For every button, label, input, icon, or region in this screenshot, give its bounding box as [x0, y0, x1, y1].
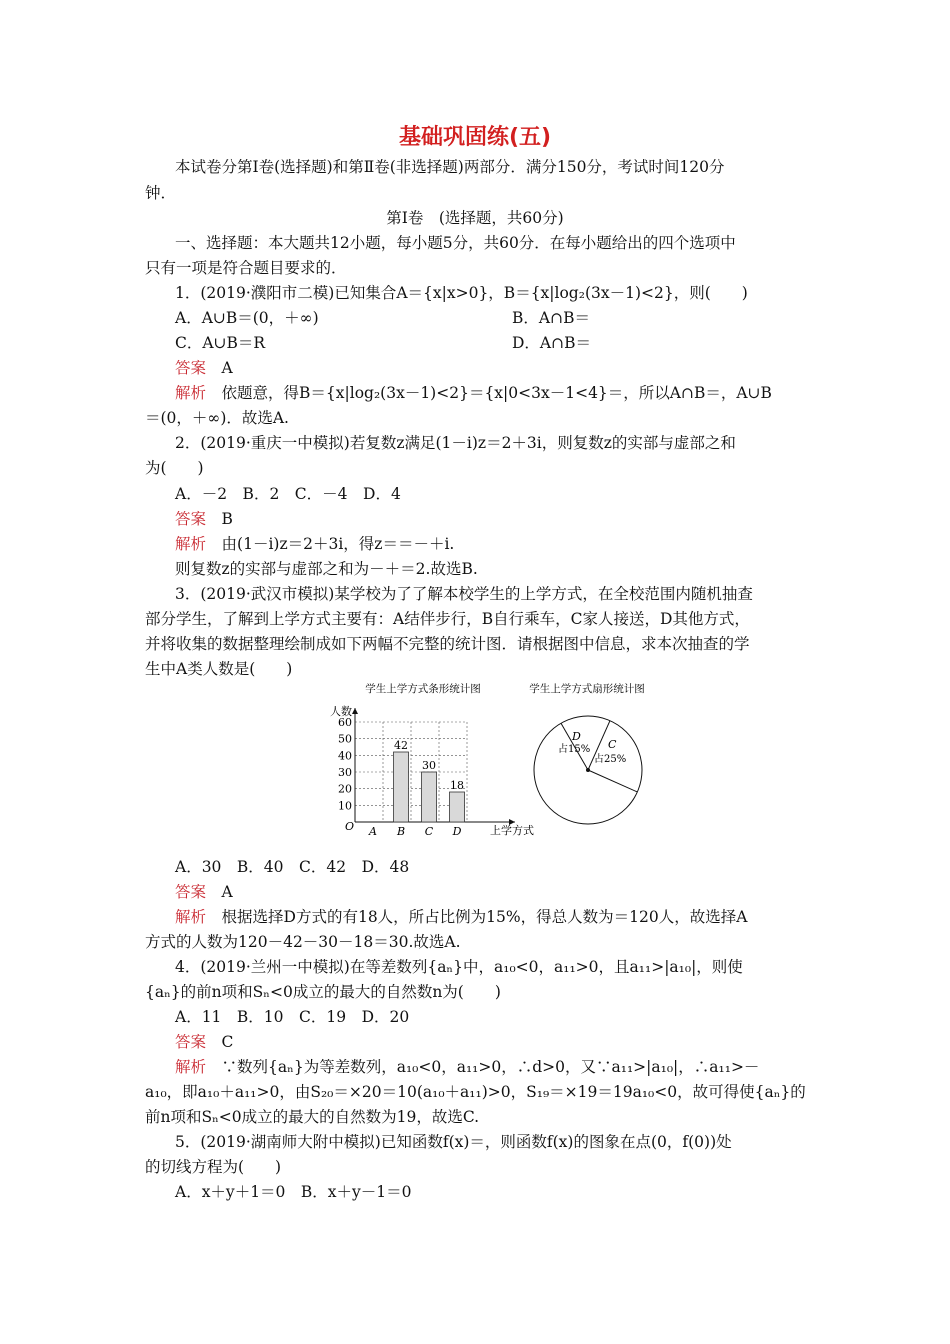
y-axis-arrow [352, 708, 358, 714]
q1-stem: 1．(2019·濮阳市二模)已知集合A＝{x|x>0}，B＝{x|log₂(3x－1)<2}，则( ) [175, 284, 748, 302]
q1-option-d: D．A∩B＝ [512, 334, 591, 352]
q1-option-c: C．A∪B＝R [175, 334, 266, 352]
q4-stem-line-1: 4．(2019·兰州一中模拟)在等差数列{aₙ}中，a₁₀<0，a₁₁>0，且a₁₁>|a₁₀|，则使 [175, 958, 743, 976]
instructions-line-2: 只有一项是符合题目要求的． [145, 259, 347, 277]
q2-stem-line-2: 为( ) [145, 459, 204, 477]
y-axis-label: 人数 [330, 705, 352, 718]
y-tick-label: 50 [338, 732, 352, 746]
answer-label: 答案 [175, 510, 207, 528]
pie-slice-percent: 占15% [558, 744, 591, 755]
q2-answer: B [221, 510, 233, 528]
y-tick-label: 40 [338, 749, 352, 763]
q4-analysis-text: ∵数列{aₙ}为等差数列，a₁₀<0，a₁₁>0，∴d>0，又∵a₁₁>|a₁₀|，∴a₁₁>－ [221, 1058, 760, 1076]
q3-answer: A [221, 883, 233, 901]
analysis-label: 解析 [175, 1058, 207, 1076]
origin-label: O [345, 820, 355, 833]
bar-value-label: 30 [422, 759, 436, 772]
bar [450, 792, 465, 822]
pie-slice-label: D [572, 730, 581, 743]
x-tick-label: C [424, 825, 434, 838]
pie-chart [534, 716, 642, 824]
q1-analysis-line-1 [175, 383, 772, 403]
q3-stem-line-4: 生中A类人数是( ) [145, 660, 293, 678]
section-title: 第Ⅰ卷 (选择题，共60分) [386, 209, 564, 227]
x-tick-label: A [369, 825, 377, 838]
q2-analysis-line-1 [175, 534, 454, 554]
q4-analysis-line-1 [175, 1057, 759, 1077]
pie-chart-title: 学生上学方式扇形统计图 [529, 683, 645, 695]
q2-analysis-line-2: 则复数z的实部与虚部之和为－＋＝2.故选B. [175, 560, 478, 578]
q1-option-b: B．A∩B＝ [512, 309, 590, 327]
q5-stem-line-2: 的切线方程为( ) [145, 1158, 282, 1176]
statistics-charts [325, 680, 675, 845]
q1-analysis-line-2: ＝(0，＋∞)．故选A. [145, 409, 289, 427]
intro-line-1: 本试卷分第Ⅰ卷(选择题)和第Ⅱ卷(非选择题)两部分．满分150分，考试时间120分 [175, 158, 725, 176]
bar-value-label: 18 [450, 779, 464, 792]
q4-analysis-line-2: a₁₀，即a₁₀＋a₁₁>0，由S₂₀＝×20＝10(a₁₀＋a₁₁)>0，S₁₉＝×19＝19a₁₀<0，故可得使{aₙ}的 [145, 1083, 806, 1101]
answer-label: 答案 [175, 1033, 207, 1051]
q3-answer-row [175, 882, 233, 902]
y-tick-label: 20 [338, 782, 352, 796]
analysis-label: 解析 [175, 384, 207, 402]
answer-label: 答案 [175, 359, 207, 377]
instructions-line-1: 一、选择题：本大题共12小题，每小题5分，共60分．在每小题给出的四个选项中 [175, 234, 736, 252]
q1-option-a: A．A∪B＝(0，＋∞) [175, 309, 319, 327]
analysis-label: 解析 [175, 535, 207, 553]
q1-answer: A [221, 359, 233, 377]
q1-analysis-text: 依题意，得B＝{x|log₂(3x－1)<2}＝{x|0<3x－1<4}＝，所以A∩B＝，A∪B [221, 384, 772, 402]
analysis-label: 解析 [175, 908, 207, 926]
y-tick-label: 30 [338, 766, 352, 779]
x-axis-label: 上学方式 [490, 824, 534, 837]
q4-answer: C [221, 1033, 234, 1051]
q5-stem-line-1: 5．(2019·湖南师大附中模拟)已知函数f(x)＝，则函数f(x)的图象在点(0，f(0))处 [175, 1133, 732, 1151]
q4-options: A．11 B．10 C．19 D．20 [175, 1008, 410, 1026]
bar [422, 772, 437, 822]
y-tick-label: 60 [338, 716, 352, 729]
q2-answer-row [175, 509, 233, 529]
q4-analysis-line-3: 前n项和Sₙ<0成立的最大的自然数为19，故选C. [145, 1108, 480, 1126]
x-tick-label: B [396, 825, 406, 838]
q3-stem-line-1: 3．(2019·武汉市模拟)某学校为了了解本校学生的上学方式，在全校范围内随机抽查 [175, 585, 753, 603]
q2-options: A．－2 B．2 C．－4 D．4 [175, 485, 401, 503]
q4-answer-row [175, 1032, 233, 1052]
answer-label: 答案 [175, 883, 207, 901]
q4-stem-line-2: {aₙ}的前n项和Sₙ<0成立的最大的自然数n为( ) [145, 983, 501, 1001]
x-tick-label: D [452, 825, 462, 838]
q3-options: A．30 B．40 C．42 D．48 [175, 858, 410, 876]
q3-stem-line-3: 并将收集的数据整理绘制成如下两幅不完整的统计图．请根据图中信息，求本次抽查的学 [145, 635, 750, 653]
bar [394, 752, 409, 822]
q5-options: A．x＋y＋1＝0 B．x＋y－1＝0 [175, 1183, 412, 1201]
q2-analysis-text: 由(1－i)z＝2＋3i，得z＝＝－＋i. [221, 535, 455, 553]
bar-value-label: 42 [394, 739, 408, 752]
pie-slice-percent: 占25% [594, 754, 627, 765]
bar-chart [338, 708, 515, 838]
y-tick-label: 10 [338, 799, 352, 813]
q3-analysis-text: 根据选择D方式的有18人，所占比例为15%，得总人数为＝120人，故选择A [221, 908, 748, 926]
intro-line-2: 钟． [145, 184, 177, 202]
q2-stem-line-1: 2．(2019·重庆一中模拟)若复数z满足(1－i)z＝2＋3i，则复数z的实部与虚部之和 [175, 434, 736, 452]
q3-stem-line-2: 部分学生，了解到上学方式主要有：A结伴步行，B自行乘车，C家人接送，D其他方式， [145, 610, 750, 628]
q1-answer-row [175, 358, 233, 378]
q3-analysis-line-1 [175, 907, 747, 927]
page-title: 基础巩固练(五) [398, 125, 552, 150]
bar-chart-title: 学生上学方式条形统计图 [365, 683, 481, 695]
q3-analysis-line-2: 方式的人数为120－42－30－18＝30.故选A. [145, 933, 461, 951]
pie-slice-label: C [608, 738, 617, 751]
